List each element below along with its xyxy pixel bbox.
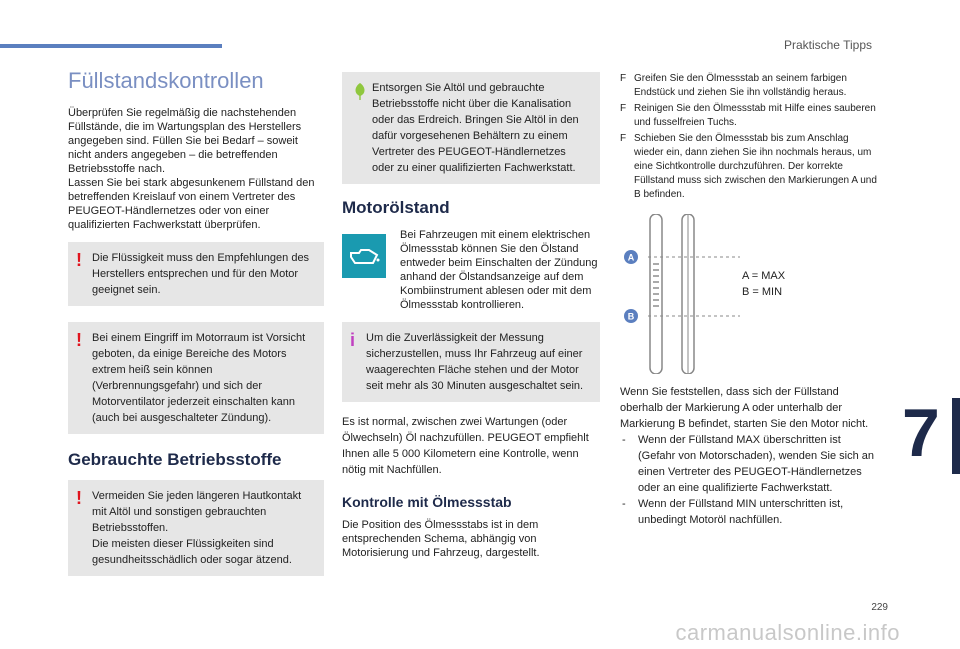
warning-text: Die meisten dieser Flüssigkeiten sind gesundheitsschädlich oder sogar ätzend.: [92, 538, 292, 566]
intro-text-2: Lassen Sie bei stark abgesunkenem Füllstand den betreffenden Kreislauf von einem Vertreter des PEUGEOT-Händlernetzes oder von einer qualifizierten Fachwerkstatt überprüfen.: [68, 177, 315, 231]
marker-b-label: B: [627, 311, 635, 322]
warning-text: Die Flüssigkeit muss den Empfehlungen des Herstellers entsprechen und für den Motor geeignet sein.: [92, 252, 310, 296]
watermark: carmanualsonline.info: [675, 620, 900, 645]
info-icon: i: [350, 330, 356, 350]
dipstick-graphic: [620, 214, 750, 374]
dipstick-diagram: [620, 214, 878, 374]
legend-max: A = MAX: [742, 270, 786, 282]
case-item: - Wenn der Füllstand MAX überschritten ist (Gefahr von Motorschaden), wenden Sie sich an einen Vertreter des PEUGEOT-Händlernetzes oder an eine qualifizierte Fachwerkstatt.: [620, 432, 878, 496]
step-item: F Reinigen Sie den Ölmessstab mit Hilfe eines sauberen und fusselfreien Tuchs.: [620, 102, 878, 130]
subsection-heading: Kontrolle mit Ölmessstab: [342, 494, 512, 510]
case-list: [620, 432, 878, 528]
normal-text: Es ist normal, zwischen zwei Wartungen (oder Ölwechseln) Öl nachzufüllen. PEUGEOT empfiehlt Ihnen alle 5 000 Kilometern eine Kontrolle, wenn nötig mit Nachfüllen.: [342, 416, 589, 476]
chapter-tab: [952, 398, 960, 474]
chapter-number: 7: [902, 395, 940, 471]
eco-box: [342, 72, 600, 184]
warning-box: [68, 242, 324, 306]
eco-text: Entsorgen Sie Altöl und gebrauchte Betriebsstoffe nicht über die Kanalisation oder das Erdreich. Bringen Sie Altöl in den dafür vorgesehenen Behältern zu einem Vertreter des PEUGEOT-Händlernetzes oder zu einer qualifizierten Fachwerkstatt.: [372, 82, 579, 174]
oil-can-icon: [342, 234, 386, 278]
marker-a-label: A: [627, 252, 635, 263]
oil-level-intro: [342, 228, 600, 312]
column-3: [620, 72, 878, 528]
column-2: [342, 72, 600, 560]
header-bar: [0, 44, 222, 48]
warning-box: [68, 480, 324, 576]
legend-min: B = MIN: [742, 286, 783, 298]
oil-level-text: Bei Fahrzeugen mit einem elektrischen Ölmessstab können Sie den Ölstand entweder beim Einschalten der Zündung anhand der Ölstandsanzeige auf dem Kombiinstrument ablesen oder mit dem Ölmessstab kontrollieren.: [400, 229, 598, 311]
info-box: [342, 322, 600, 402]
section-heading: Motorölstand: [342, 198, 450, 217]
section-heading: Gebrauchte Betriebsstoffe: [68, 450, 282, 469]
section-title: Praktische Tipps: [783, 38, 872, 52]
warning-icon: !: [76, 250, 82, 270]
case-item: - Wenn der Füllstand MIN unterschritten ist, unbedingt Motoröl nachfüllen.: [620, 496, 878, 528]
warning-text: Vermeiden Sie jeden längeren Hautkontakt mit Altöl und sonstigen gebrauchten Betriebsstoffen.: [92, 490, 302, 534]
warning-text: Bei einem Eingriff im Motorraum ist Vorsicht geboten, da einige Bereiche des Motors extrem heiß sein können (Verbrennungsgefahr) und sich der Motorventilator jederzeit einschalten kann (auch bei ausgeschalteter Zündung).: [92, 332, 306, 424]
legend: [742, 268, 785, 300]
leaf-icon: [352, 82, 368, 102]
intro-text: Überprüfen Sie regelmäßig die nachstehenden Füllstände, die im Wartungsplan des Herstellers angegeben sind. Füllen Sie bei Bedarf – soweit nicht anders angegeben – die betreffenden Betriebsstoffe nach.: [68, 107, 302, 175]
column-1: [68, 62, 324, 576]
warning-icon: !: [76, 488, 82, 508]
info-text: Um die Zuverlässigkeit der Messung sicherzustellen, muss Ihr Fahrzeug auf einer waagerechten Fläche stehen und der Motor seit mehr als 30 Minuten ausgeschaltet sein.: [366, 332, 584, 392]
warning-box: [68, 322, 324, 434]
page-number: 229: [871, 602, 888, 613]
step-item: F Greifen Sie den Ölmessstab an seinem farbigen Endstück und ziehen Sie ihn vollständig heraus.: [620, 72, 878, 100]
warning-icon: !: [76, 330, 82, 350]
step-list: [620, 72, 878, 202]
level-warning-text: Wenn Sie feststellen, dass sich der Füllstand oberhalb der Markierung A oder unterhalb der Markierung B befindet, starten Sie den Motor nicht.: [620, 386, 869, 430]
page-title: Füllstandskontrollen: [68, 68, 264, 93]
step-item: F Schieben Sie den Ölmessstab bis zum Anschlag wieder ein, dann ziehen Sie ihn nochmals heraus, um eine Sichtkontrolle durchzuführen. Der korrekte Füllstand muss sich zwischen den Markierungen A und B befinden.: [620, 132, 878, 202]
dipstick-text: Die Position des Ölmessstabs ist in dem entsprechenden Schema, abhängig von Motorisierung und Fahrzeug, dargestellt.: [342, 519, 540, 559]
